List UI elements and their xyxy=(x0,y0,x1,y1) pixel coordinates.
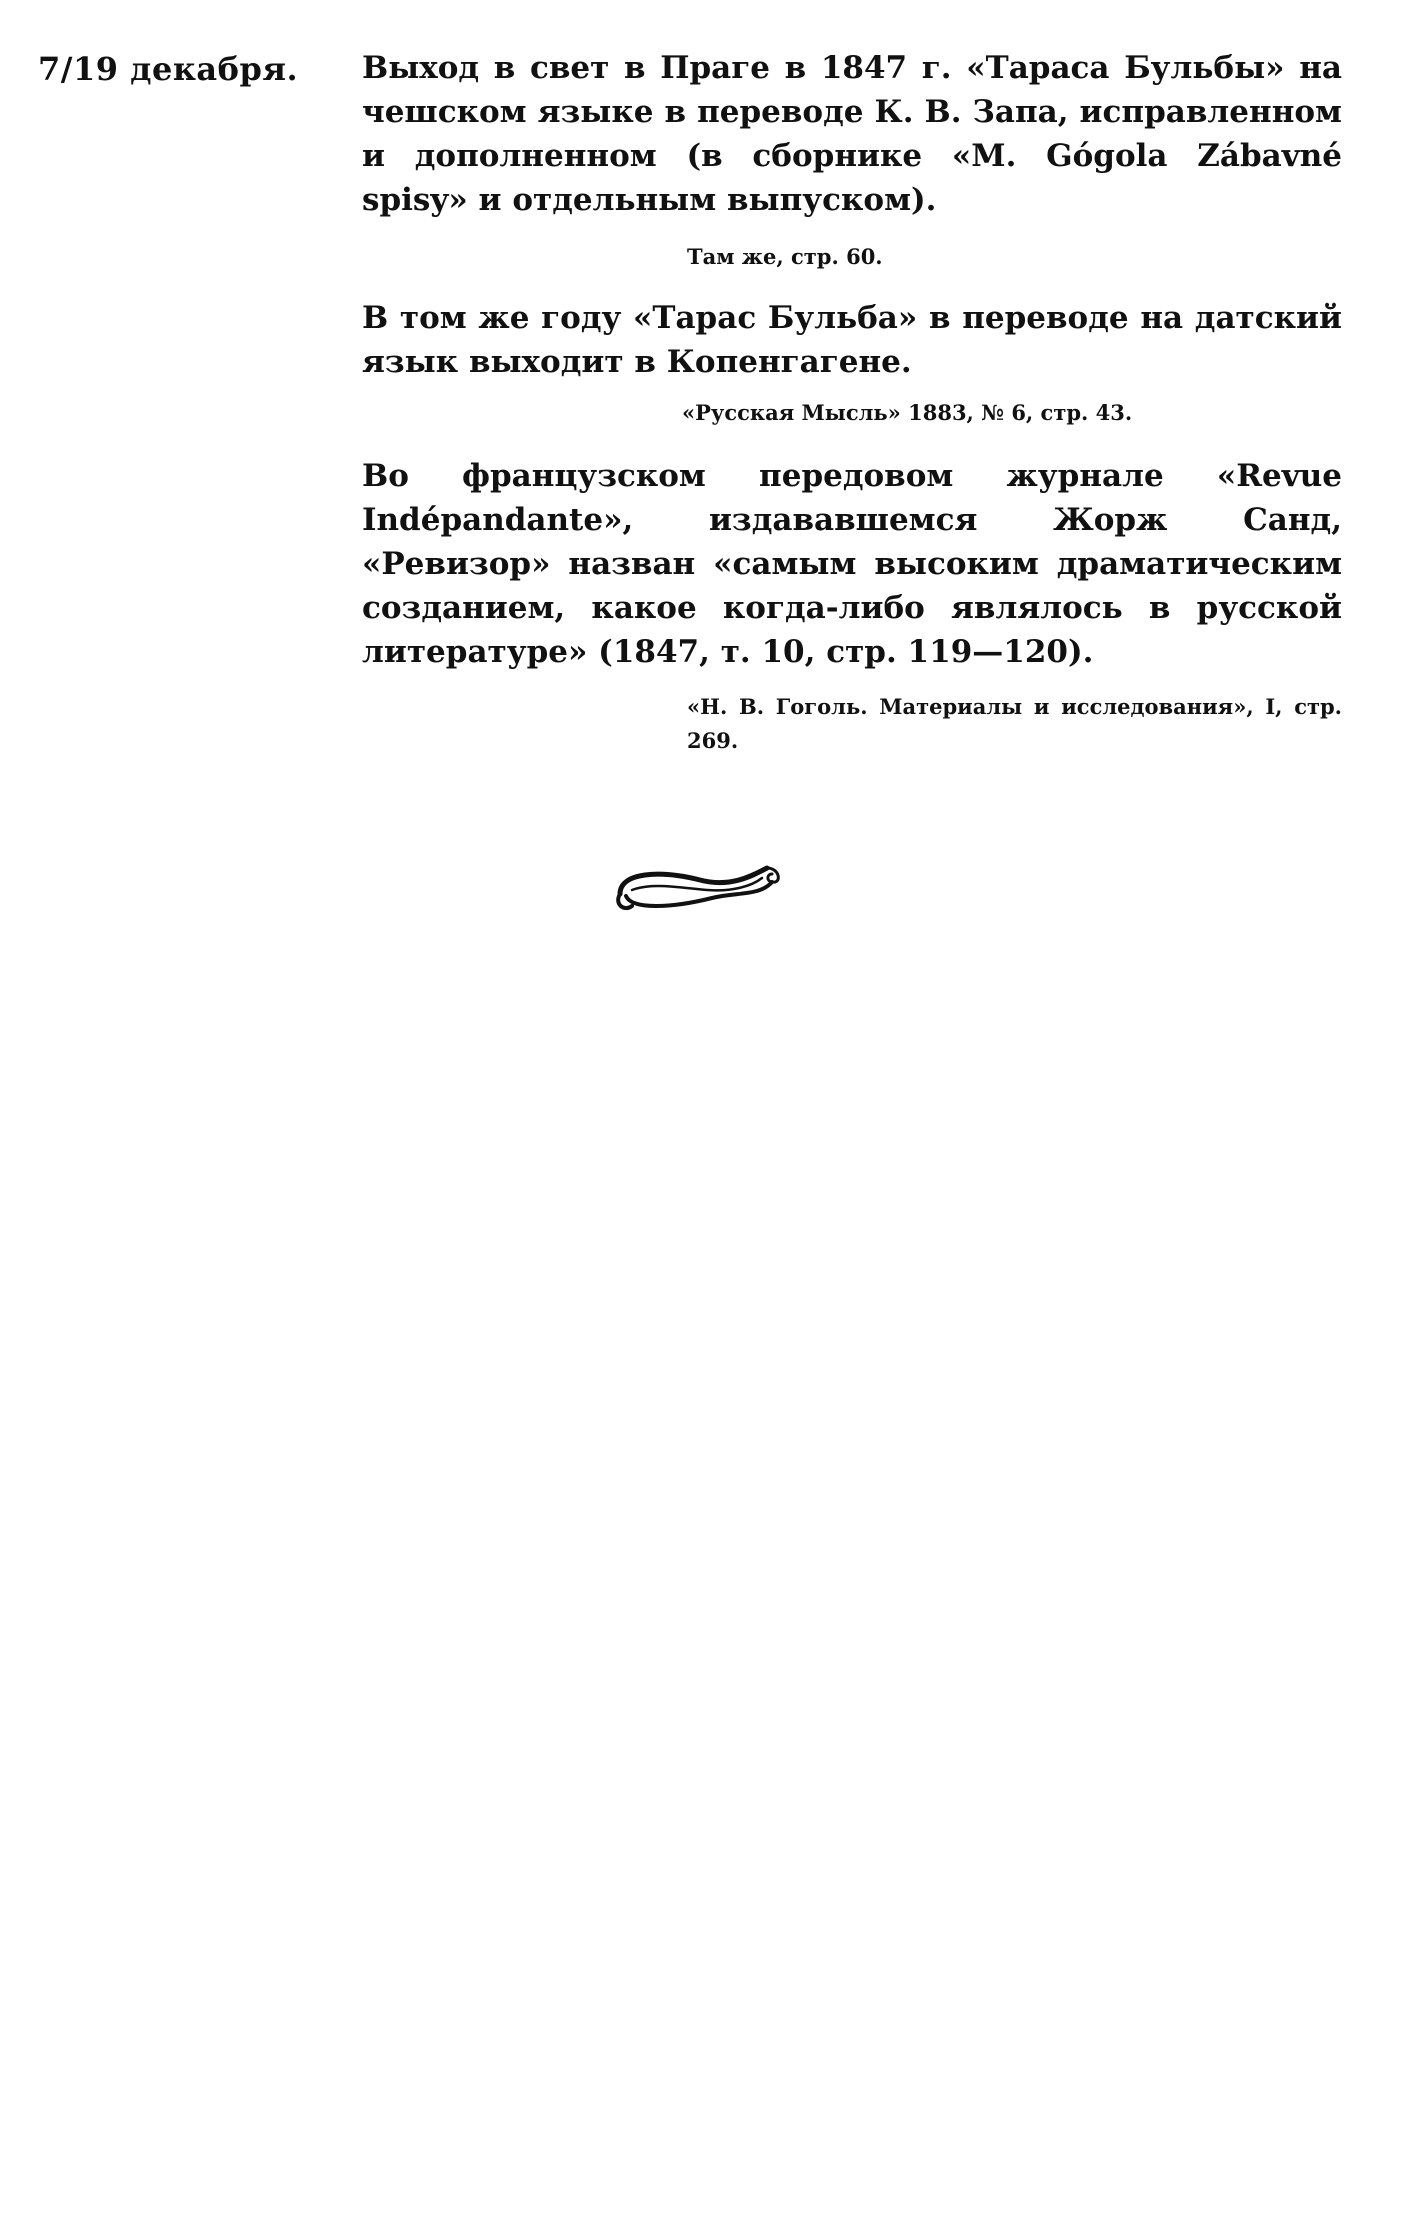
paragraph-danish-translation: В том же году «Тарас Бульба» в переводе на датский язык выходит в Копенгагене. xyxy=(362,300,1342,380)
scroll-flourish-icon xyxy=(612,850,787,930)
entry-date: 7/19 декабря. xyxy=(38,50,299,88)
paragraph-revue-independante: Во французском передовом журнале «Revue Indépandante», издававшемся Жорж Санд, «Ревизор» назван «самым высоким драматическим созданием, какое когда-либо являлось в русской литературе» (1847, т. 10, стр. 119—120). xyxy=(362,458,1342,670)
entry-body xyxy=(362,46,1342,758)
source-citation: «Русская Мысль» 1883, № 6, стр. 43. xyxy=(682,400,1133,425)
paragraph-czech-translation: Выход в свет в Праге в 1847 г. «Тараса Бульбы» на чешском языке в переводе К. В. Запа, исправленном и дополненном (в сборнике «M. Gógola Zábavné spisy» и отдельным выпуском). xyxy=(362,50,1342,218)
source-citation: Там же, стр. 60. xyxy=(687,244,883,269)
source-citation: «Н. В. Гоголь. Материалы и исследования», I, стр. 269. xyxy=(687,694,1342,753)
